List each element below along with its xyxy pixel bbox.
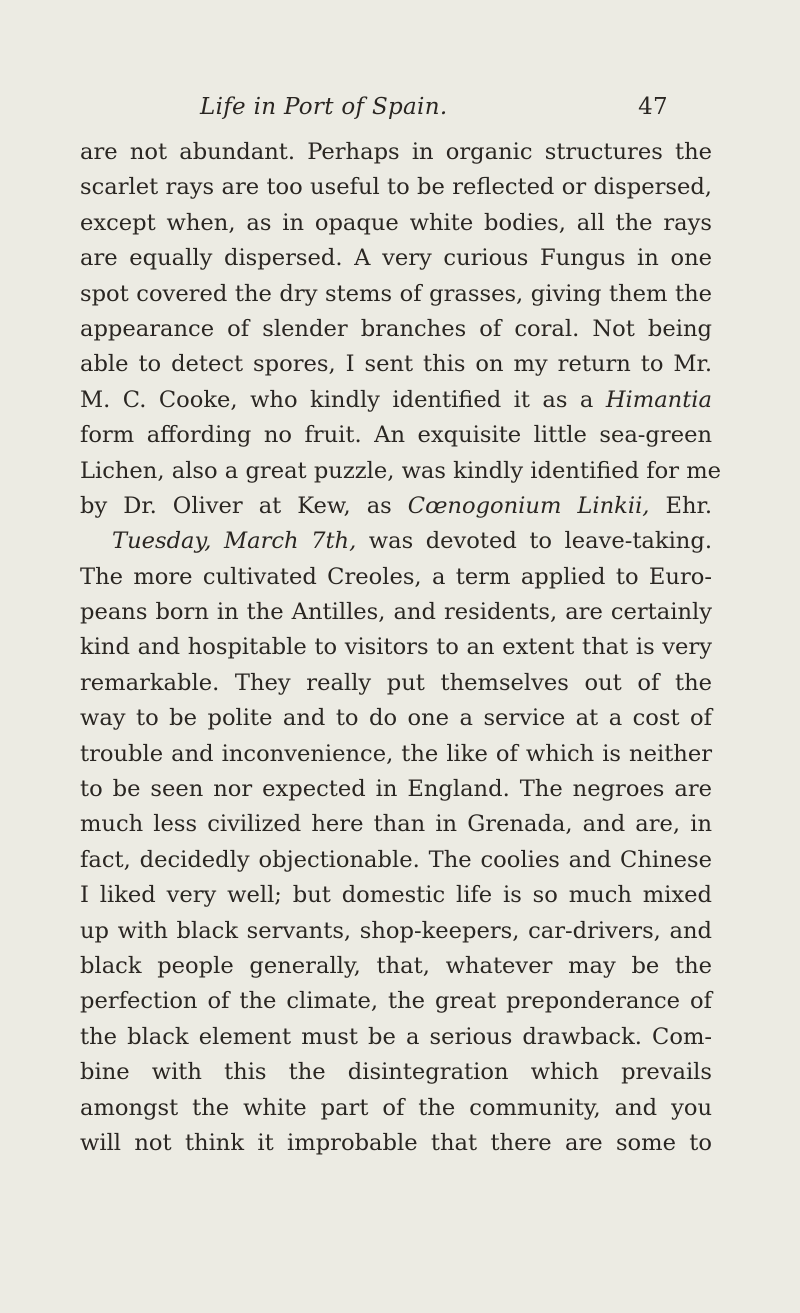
- text-line: the black element must be a serious drawback. Com-: [80, 1023, 712, 1050]
- text-line: except when, as in opaque white bodies, all the rays: [80, 209, 712, 236]
- text-line: black people generally, that, whatever may be the: [80, 952, 712, 979]
- text-line: trouble and inconvenience, the like of which is neither: [80, 740, 712, 767]
- italic-species-name: Cœnogonium Linkii,: [407, 492, 650, 519]
- text-line: remarkable. They really put themselves out of the: [80, 669, 712, 696]
- text-line: [80, 524, 712, 559]
- text-line: [80, 383, 712, 418]
- running-title: Life in Port of Spain.: [200, 94, 448, 120]
- text-line: way to be polite and to do one a service at a cost of: [80, 705, 712, 732]
- text-line: peans born in the Antilles, and residents, are certainly: [80, 599, 712, 626]
- text-line: to be seen nor expected in England. The negroes are: [80, 776, 712, 803]
- text-line: scarlet rays are too useful to be reflected or dispersed,: [80, 174, 712, 201]
- text-line: will not think it improbable that there are some to: [80, 1129, 712, 1156]
- italic-date: Tuesday, March 7th,: [112, 528, 357, 555]
- text-line: perfection of the climate, the great preponderance of: [80, 988, 712, 1015]
- text-line: up with black servants, shop-keepers, car-drivers, and: [80, 917, 712, 944]
- body-text: [80, 135, 722, 1161]
- italic-species-name: Himantia: [605, 386, 712, 413]
- running-header: [80, 94, 668, 126]
- text-line: I liked very well; but domestic life is so much mixed: [80, 882, 712, 909]
- text-line: amongst the white part of the community, and you: [80, 1094, 712, 1121]
- text-line: Lichen, also a great puzzle, was kindly identified for me: [80, 457, 722, 484]
- text-segment: Ehr.: [665, 492, 713, 519]
- text-line: appearance of slender branches of coral. Not being: [80, 315, 712, 342]
- text-line: are not abundant. Perhaps in organic structures the: [80, 139, 712, 165]
- page-number: 47: [638, 94, 668, 120]
- text-line: form affording no fruit. An exquisite little sea-green: [80, 422, 712, 449]
- text-line: kind and hospitable to visitors to an extent that is very: [80, 634, 712, 661]
- text-line: able to detect spores, I sent this on my return to Mr.: [80, 351, 712, 378]
- text-line: much less civilized here than in Grenada, and are, in: [80, 811, 712, 838]
- text-line: are equally dispersed. A very curious Fungus in one: [80, 245, 712, 272]
- text-line: [80, 489, 712, 524]
- text-segment: M. C. Cooke, who kindly identified it as a: [80, 386, 594, 413]
- text-line: The more cultivated Creoles, a term applied to Euro-: [80, 563, 712, 590]
- text-line: fact, decidedly objectionable. The coolies and Chinese: [80, 846, 712, 873]
- text-segment: by Dr. Oliver at Kew, as: [80, 492, 392, 519]
- text-line: spot covered the dry stems of grasses, giving them the: [80, 280, 712, 307]
- text-segment: was devoted to leave-taking.: [368, 528, 713, 555]
- text-line: bine with this the disintegration which prevails: [80, 1059, 712, 1086]
